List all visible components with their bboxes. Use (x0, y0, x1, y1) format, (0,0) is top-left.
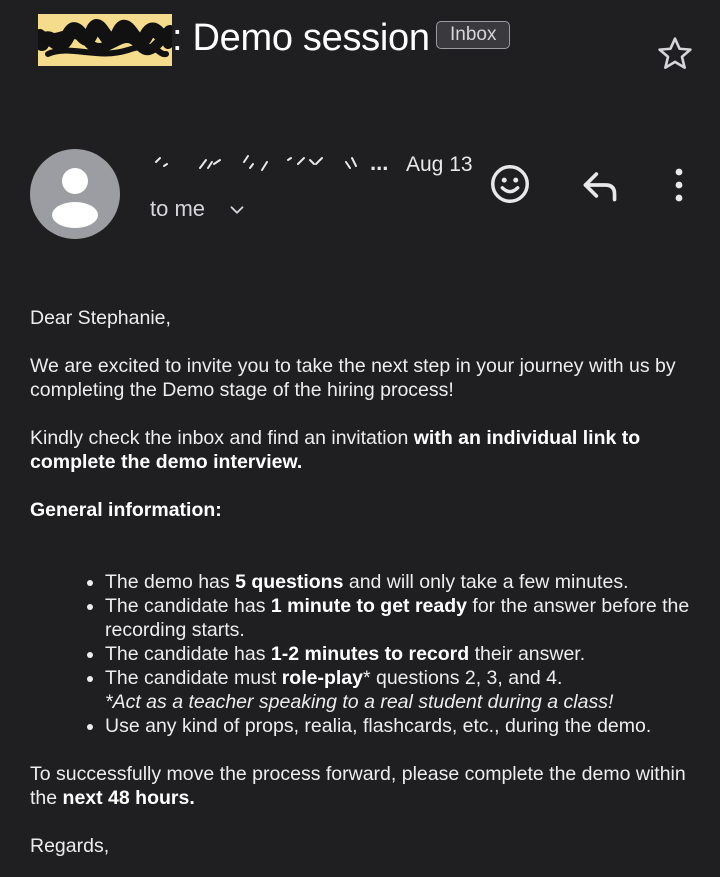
redacted-sender-name (38, 14, 172, 66)
chevron-down-icon[interactable] (226, 199, 248, 221)
emoji-reaction-icon[interactable] (487, 161, 533, 207)
inbox-label-chip[interactable]: Inbox (436, 21, 510, 49)
redacted-sender-address (150, 152, 360, 178)
signoff: Regards, (30, 835, 110, 857)
reply-icon[interactable] (578, 165, 622, 205)
deadline-emphasis: next 48 hours. (62, 787, 195, 809)
sender-ellipsis: ... (370, 150, 389, 175)
list-item: • The candidate must role-play* questions 2, 3, and 4. *Act as a teacher speaking to a real student during a class! (105, 666, 700, 714)
email-subject: : Demo session (172, 17, 430, 59)
individual-link-emphasis: with an individual link to complete the demo interview. (30, 427, 641, 473)
intro-paragraph: We are excited to invite you to take the next step in your journey with us by completing the Demo stage of the hiring process! (30, 355, 676, 401)
subject-header (38, 8, 638, 64)
star-icon[interactable] (654, 33, 696, 75)
person-icon (30, 149, 120, 239)
list-item: • Use any kind of props, realia, flashcards, etc., during the demo. (105, 714, 700, 738)
closing-paragraph: To successfully move the process forward, please complete the demo within the next 48 hours. (30, 763, 686, 809)
greeting: Dear Stephanie, (30, 307, 171, 329)
recipient-summary[interactable]: to me (150, 196, 206, 221)
check-inbox-paragraph: Kindly check the inbox and find an invitation with an individual link to complete the demo interview. (30, 427, 641, 473)
list-item: • The candidate has 1 minute to get ready for the answer before the recording starts. (105, 594, 700, 642)
general-info-heading: General information: (30, 499, 222, 521)
message-date: Aug 13 (406, 153, 473, 176)
more-vert-icon[interactable] (664, 164, 694, 208)
sender-line[interactable] (150, 148, 480, 182)
email-body (30, 306, 700, 858)
list-item: • The demo has 5 questions and will only take a few minutes. (105, 570, 700, 594)
list-item: • The candidate has 1-2 minutes to record their answer. (105, 642, 700, 666)
role-play-note: *Act as a teacher speaking to a real student during a class! (105, 691, 614, 713)
sender-avatar[interactable] (30, 149, 120, 239)
general-info-list (30, 570, 700, 738)
